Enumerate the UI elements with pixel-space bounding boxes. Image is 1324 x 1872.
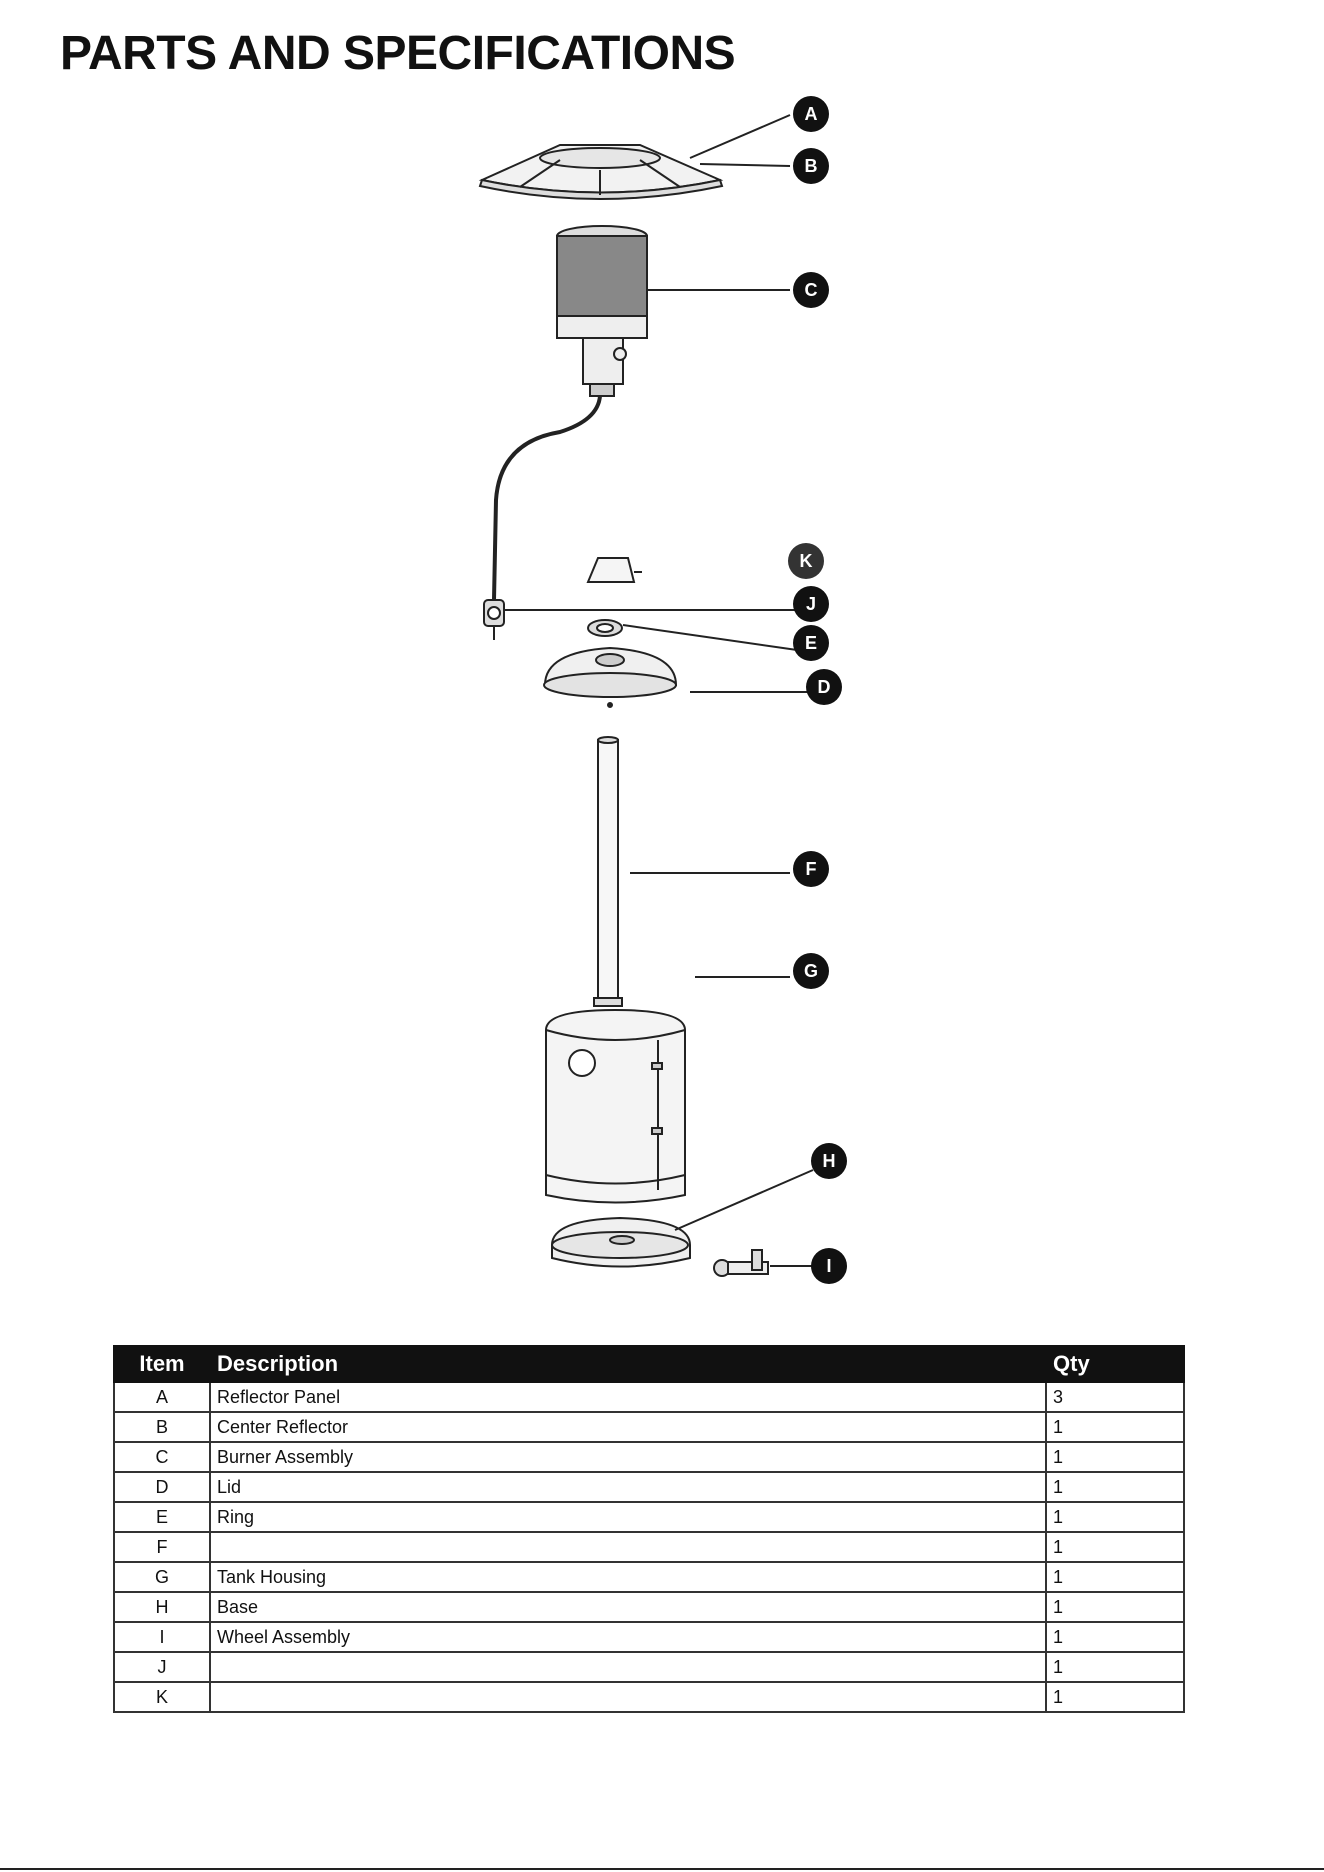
item-cell: G <box>114 1562 210 1592</box>
svg-text:G: G <box>803 961 819 981</box>
parts-table-header <box>114 1346 1184 1382</box>
description-cell: Burner Assembly <box>210 1442 1046 1472</box>
qty-cell: 1 <box>1046 1592 1184 1622</box>
table-row <box>114 1592 1184 1622</box>
svg-text:D: D <box>817 677 831 697</box>
table-row <box>114 1682 1184 1712</box>
svg-text:I: I <box>826 1256 832 1276</box>
description-cell <box>210 1682 1046 1712</box>
description-cell: Wheel Assembly <box>210 1622 1046 1652</box>
hose-regulator-part <box>484 396 600 640</box>
item-cell: F <box>114 1532 210 1562</box>
part-k-shape <box>588 558 642 582</box>
callout-h <box>811 1143 847 1179</box>
svg-text:C: C <box>804 280 818 300</box>
qty-cell: 1 <box>1046 1622 1184 1652</box>
description-cell <box>210 1532 1046 1562</box>
qty-cell: 1 <box>1046 1532 1184 1562</box>
item-cell: A <box>114 1382 210 1412</box>
callout-d <box>806 669 842 705</box>
table-row <box>114 1622 1184 1652</box>
callout-c <box>793 272 829 308</box>
table-row <box>114 1562 1184 1592</box>
svg-text:J: J <box>805 594 817 614</box>
item-cell: B <box>114 1412 210 1442</box>
page-title: PARTS AND SPECIFICATIONS <box>60 27 736 80</box>
callout-j <box>793 586 829 622</box>
svg-text:A: A <box>804 104 818 124</box>
description-column-header: Description <box>210 1346 1046 1382</box>
table-row <box>114 1412 1184 1442</box>
qty-cell: 1 <box>1046 1442 1184 1472</box>
item-cell: E <box>114 1502 210 1532</box>
item-column-header: Item <box>114 1346 210 1382</box>
item-cell: K <box>114 1682 210 1712</box>
item-cell: D <box>114 1472 210 1502</box>
table-row <box>114 1652 1184 1682</box>
svg-text:B: B <box>804 156 818 176</box>
item-cell: H <box>114 1592 210 1622</box>
item-cell: J <box>114 1652 210 1682</box>
callout-f <box>793 851 829 887</box>
callout-b <box>793 148 829 184</box>
wheel-assembly-part <box>714 1250 768 1276</box>
qty-cell: 1 <box>1046 1652 1184 1682</box>
description-cell <box>210 1652 1046 1682</box>
svg-text:E: E <box>804 633 818 653</box>
parts-table <box>113 1345 1185 1713</box>
callout-k <box>788 543 824 579</box>
description-cell: Base <box>210 1592 1046 1622</box>
description-cell: Lid <box>210 1472 1046 1502</box>
qty-column-header: Qty <box>1046 1346 1184 1382</box>
lid-part <box>544 648 676 707</box>
description-cell: Ring <box>210 1502 1046 1532</box>
ring-part <box>588 620 622 636</box>
tank-housing-part <box>546 1010 685 1203</box>
item-cell: I <box>114 1622 210 1652</box>
table-row <box>114 1382 1184 1412</box>
table-row <box>114 1532 1184 1562</box>
table-row <box>114 1502 1184 1532</box>
table-row <box>114 1442 1184 1472</box>
qty-cell: 1 <box>1046 1562 1184 1592</box>
svg-text:F: F <box>805 859 817 879</box>
callout-g <box>793 953 829 989</box>
pole-part <box>594 737 622 1006</box>
qty-cell: 1 <box>1046 1682 1184 1712</box>
exploded-parts-diagram <box>0 80 1324 1320</box>
item-cell: C <box>114 1442 210 1472</box>
table-row <box>114 1472 1184 1502</box>
callout-e <box>793 625 829 661</box>
qty-cell: 1 <box>1046 1472 1184 1502</box>
burner-assembly-part <box>557 226 647 396</box>
callout-a <box>793 96 829 132</box>
qty-cell: 1 <box>1046 1502 1184 1532</box>
callout-i <box>811 1248 847 1284</box>
base-part <box>552 1218 690 1267</box>
svg-text:K: K <box>799 551 813 571</box>
reflector-part <box>480 145 722 199</box>
footer-divider <box>0 1868 1324 1870</box>
qty-cell: 3 <box>1046 1382 1184 1412</box>
description-cell: Tank Housing <box>210 1562 1046 1592</box>
svg-text:H: H <box>822 1151 836 1171</box>
description-cell: Center Reflector <box>210 1412 1046 1442</box>
description-cell: Reflector Panel <box>210 1382 1046 1412</box>
qty-cell: 1 <box>1046 1412 1184 1442</box>
